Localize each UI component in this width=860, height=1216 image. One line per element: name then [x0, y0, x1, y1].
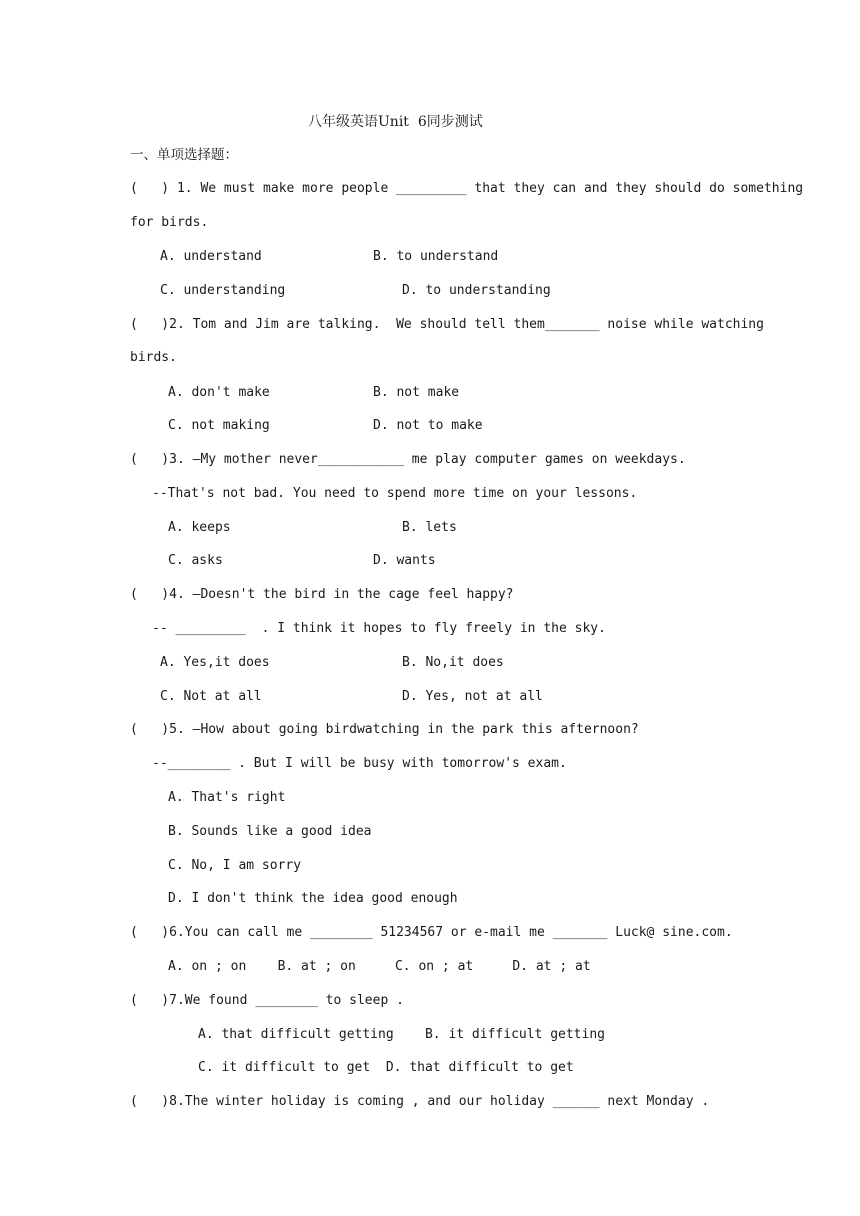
question-2-option-b: B. not make: [373, 385, 460, 400]
question-6-options: A. on ; on B. at ; on C. on ; at D. at ; at: [168, 959, 591, 974]
question-1-option-b: B. to understand: [373, 249, 499, 264]
question-3-option-a: A. keeps: [168, 520, 231, 535]
question-4-option-d: D. Yes, not at all: [402, 689, 543, 704]
question-3-option-d: D. wants: [373, 553, 436, 568]
question-4-stem: ( )4. —Doesn't the bird in the cage feel happy?: [130, 587, 514, 602]
question-5-option-b: B. Sounds like a good idea: [168, 824, 372, 839]
question-7-options-row-1: A. that difficult getting B. it difficult getting: [198, 1027, 605, 1042]
question-6-stem: ( )6.You can call me ________ 51234567 or e-mail me _______ Luck@ sine.com.: [130, 925, 733, 940]
question-3-option-c: C. asks: [168, 553, 223, 568]
question-1-option-d: D. to understanding: [402, 283, 551, 298]
question-1-stem-cont: for birds.: [130, 215, 209, 230]
question-1-stem: ( ) 1. We must make more people _________ that they can and they should do something: [130, 181, 804, 196]
question-8-stem: ( )8.The winter holiday is coming , and our holiday ______ next Monday .: [130, 1094, 710, 1109]
question-5-response: --________ . But I will be busy with tomorrow's exam.: [152, 756, 567, 771]
question-2-stem-cont: birds.: [130, 350, 177, 365]
question-3-response: --That's not bad. You need to spend more time on your lessons.: [152, 486, 638, 501]
question-3-option-b: B. lets: [402, 520, 457, 535]
question-2-option-d: D. not to make: [373, 418, 483, 433]
question-1-option-a: A. understand: [160, 249, 262, 264]
question-4-option-c: C. Not at all: [160, 689, 262, 704]
question-4-option-b: B. No,it does: [402, 655, 504, 670]
question-7-options-row-2: C. it difficult to get D. that difficult to get: [198, 1060, 574, 1075]
question-1-option-c: C. understanding: [160, 283, 286, 298]
question-7-stem: ( )7.We found ________ to sleep .: [130, 993, 404, 1008]
question-4-response: -- _________ . I think it hopes to fly freely in the sky.: [152, 621, 606, 636]
question-2-stem: ( )2. Tom and Jim are talking. We should tell them_______ noise while watching: [130, 317, 764, 332]
section-heading: 一、单项选择题：: [130, 147, 238, 163]
question-5-stem: ( )5. —How about going birdwatching in the park this afternoon?: [130, 722, 639, 737]
question-3-stem: ( )3. —My mother never___________ me play computer games on weekdays.: [130, 452, 686, 467]
question-2-option-a: A. don't make: [168, 385, 270, 400]
page-title: 八年级英语Unit 6同步测试: [308, 114, 483, 130]
question-5-option-c: C. No, I am sorry: [168, 858, 302, 873]
question-5-option-a: A. That's right: [168, 790, 286, 805]
question-5-option-d: D. I don't think the idea good enough: [168, 891, 458, 906]
question-4-option-a: A. Yes,it does: [160, 655, 270, 670]
question-2-option-c: C. not making: [168, 418, 270, 433]
